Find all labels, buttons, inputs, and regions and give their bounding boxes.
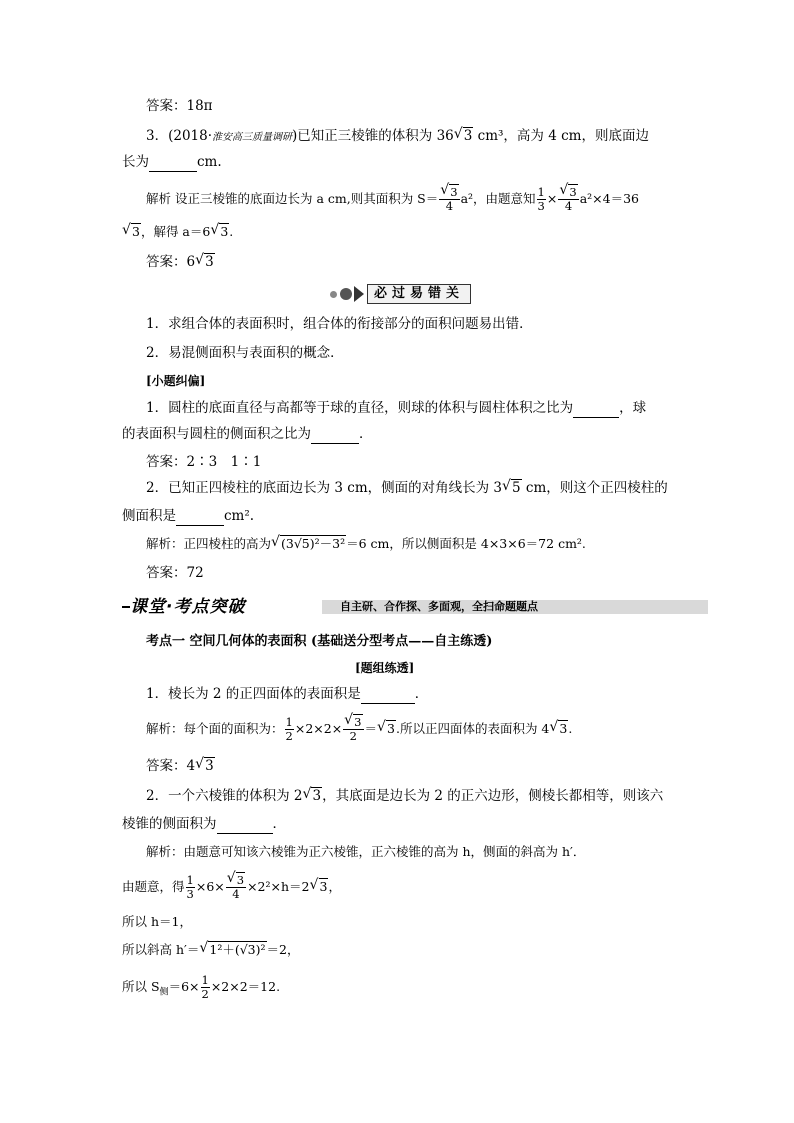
sqrt-expr (377, 719, 396, 739)
p2-text: cm². (224, 508, 255, 524)
t2-text: ，其底面是边长为 2 的正六边形，侧棱长都相等，则该六 (322, 788, 664, 804)
radicand: 3 (463, 128, 473, 144)
frac-den: 4 (445, 199, 454, 213)
t1-text-end: ． (414, 686, 429, 702)
sqrt-expr (559, 186, 577, 199)
practice-label (146, 371, 205, 391)
sol3-p2: a²，由题意知 (460, 191, 536, 206)
banner-line (122, 606, 130, 608)
sqrt-expr (227, 874, 245, 887)
sol-text: 解析：正四棱柱的高为 (146, 536, 272, 551)
task-2-line2 (122, 814, 286, 834)
answer-blank (217, 819, 273, 834)
fraction (201, 974, 210, 1001)
sol-text: 所以斜高 h′＝ (122, 942, 200, 957)
pitfall-text: 2．易混侧面积与表面积的概念． (146, 345, 344, 361)
answer-blank (361, 689, 415, 704)
answer-blank (573, 403, 619, 418)
sqrt-expr (549, 719, 568, 739)
answer-text: 答案：2∶3 1∶1 (146, 454, 262, 470)
group-label (355, 658, 414, 678)
radicand: 3 (220, 224, 229, 239)
fraction (537, 186, 546, 213)
radicand: 3 (450, 185, 458, 199)
frac-den: 3 (186, 887, 194, 901)
radicand: 3 (354, 715, 362, 729)
sol-text: ×6× (195, 879, 225, 894)
q3-prefix: 3．(2018· (146, 128, 213, 144)
task-1-question (146, 684, 428, 704)
radicand: 3 (312, 788, 322, 804)
sol-text: .所以正四面体的表面积为 4 (395, 721, 550, 736)
radicand: 1²＋(√3)² (209, 942, 266, 957)
sqrt-expr (210, 222, 229, 242)
sqrt-expr (440, 186, 458, 199)
task-2-solution-line4 (122, 940, 299, 960)
answer-blank (176, 511, 224, 526)
frac-num (226, 874, 246, 888)
sol-text: 解析：由题意可知该六棱锥为正六棱锥，正六棱锥的高为 h，侧面的斜高为 h′． (146, 844, 586, 859)
task-2-solution-line3 (122, 912, 192, 932)
question-3-line1 (146, 126, 649, 148)
sol-text: ×2×2＝12. (210, 979, 281, 994)
task-2-line1 (146, 786, 663, 806)
answer-line (146, 756, 215, 776)
sol3-p3: a²×4＝36 (579, 191, 639, 206)
p2-text: 2．已知正四棱柱的底面边长为 3 cm，侧面的对角线长为 3 (146, 480, 503, 496)
t2-text: 2．一个六棱锥的体积为 2 (146, 788, 303, 804)
t1-text: 1．棱长为 2 的正四面体的表面积是 (146, 686, 361, 702)
answer-text: 答案：72 (146, 565, 204, 581)
answer-line (146, 563, 204, 583)
sol-text: 所以 h＝1， (122, 914, 192, 929)
sqrt-expr (271, 534, 346, 554)
radicand: 3 (205, 758, 214, 774)
solution-3-line1: 解析 设正三棱锥的底面边长为 a cm,则其面积为 S＝ √ $\frac{3}{4}$ a²，由题意知 $\frac{1}{3}$ × √ $\frac{3}{4}$ a²×4＝36 (146, 186, 639, 213)
answer-blank (149, 157, 197, 172)
sqrt-expr (199, 940, 266, 960)
sqrt-expr (302, 786, 322, 806)
sqrt-expr (344, 716, 362, 729)
q3-line2-pre: 长为 (122, 154, 149, 170)
banner-subtitle: 自主研、合作探、多面观，全扫命题题点 (340, 600, 538, 613)
practice-2-line2 (122, 506, 254, 526)
p1-text: 1．圆柱的底面直径与高都等于球的直径，则球的体积与圆柱体积之比为 (146, 400, 574, 416)
pitfall-2 (146, 343, 344, 363)
practice-2-solution (146, 534, 586, 554)
radicand: 3 (319, 879, 328, 894)
sol-text: ， (328, 879, 341, 894)
fraction (343, 716, 363, 743)
task-1-solution (146, 716, 572, 743)
q3-source: 淮安高三质量调研 (212, 132, 293, 143)
fraction (439, 186, 459, 213)
frac-num (343, 716, 363, 730)
answer-text: 答案：6 (146, 254, 196, 270)
sol-text: ＝ (364, 721, 378, 736)
topic-heading (146, 632, 492, 652)
answer-text: 答案：4 (146, 758, 196, 774)
task-2-solution-line1 (146, 842, 585, 862)
section-header (330, 284, 471, 304)
task-2-solution-line2 (122, 874, 341, 901)
task-2-solution-line5 (122, 974, 280, 1003)
frac-den: 4 (564, 199, 573, 213)
section-banner (122, 596, 708, 618)
practice-2-line1 (146, 478, 668, 498)
sol3-p1: 解析 设正三棱锥的底面边长为 a cm,则其面积为 S＝ (146, 191, 439, 206)
topic-text: 考点一 空间几何体的表面积 (基础送分型考点——自主练透) (146, 634, 493, 649)
answer-line (146, 96, 213, 116)
radicand: (3√5)²－3² (281, 536, 346, 551)
frac-num: 1 (537, 185, 545, 199)
p2-text: 侧面积是 (122, 508, 176, 524)
answer-line (146, 252, 215, 272)
sol-text: 解析：每个面的面积为： (146, 721, 284, 736)
radicand: 3 (387, 721, 395, 736)
sol-text: ×2×2× (294, 721, 343, 736)
frac-den: 3 (537, 199, 545, 213)
frac-den: 4 (232, 887, 240, 901)
q3-mid: )已知正三棱锥的体积为 36 (292, 128, 454, 144)
banner-title: 课堂·考点突破 (130, 597, 246, 617)
frac-den: 2 (349, 729, 357, 743)
frac-num: 1 (186, 873, 194, 887)
radicand: 5 (512, 480, 521, 496)
answer-text: 答案：18π (146, 98, 213, 114)
p2-text: cm，则这个正四棱柱的 (521, 480, 668, 496)
sol-text: 由题意，得 (122, 879, 185, 894)
sol-text: . (568, 721, 573, 736)
sol3-line2-end: . (229, 224, 234, 239)
label-text: [小题纠偏] (146, 374, 206, 388)
t2-text: ． (272, 816, 286, 832)
section-title: 必过易错关 (367, 284, 471, 304)
arrow-icon (354, 286, 364, 302)
practice-1-line2 (122, 424, 373, 444)
frac-num (439, 186, 459, 200)
answer-blank (311, 429, 359, 444)
radicand: 3 (559, 721, 568, 736)
sol-text: 所以 S (122, 979, 160, 994)
pitfall-text: 1．求组合体的表面积时，组合体的衔接部分的面积问题易出错． (146, 316, 533, 332)
sqrt-expr (310, 877, 329, 897)
question-3-line2 (122, 152, 222, 172)
sqrt-expr (122, 222, 141, 242)
fraction (285, 716, 294, 743)
pitfall-1 (146, 314, 533, 334)
sqrt-expr (195, 756, 215, 776)
sqrt-expr (195, 252, 215, 272)
practice-1-line1 (146, 398, 646, 418)
fraction (186, 874, 195, 901)
p1-text: 的表面积与圆柱的侧面积之比为 (122, 426, 311, 442)
dot-icon (330, 291, 337, 298)
fraction (558, 186, 578, 213)
dot-icon (340, 288, 352, 300)
p1-text-end: ，球 (619, 400, 647, 416)
frac-num: 1 (285, 715, 293, 729)
q3-suffix: cm³，高为 4 cm，则底面边 (473, 128, 649, 144)
sol-text: ＝6× (168, 979, 200, 994)
q3-line2-post: cm. (197, 154, 222, 170)
radicand: 3 (205, 254, 214, 270)
label-text: [题组练透] (355, 661, 415, 675)
frac-num (558, 186, 578, 200)
t2-text: 棱锥的侧面积为 (122, 816, 217, 832)
radicand: 3 (236, 873, 245, 887)
sol-text: ＝6 cm，所以侧面积是 4×3×6＝72 cm². (346, 536, 586, 551)
sol-text: ×2²×h＝2 (247, 879, 310, 894)
sqrt-expr (454, 126, 474, 146)
p1-text-end: ． (359, 426, 373, 442)
sol3-line2-mid: ，解得 a＝6 (140, 224, 211, 239)
frac-den: 2 (285, 729, 293, 743)
frac-num: 1 (201, 973, 209, 987)
sqrt-expr (502, 478, 522, 498)
radicand: 3 (569, 185, 577, 199)
frac-den: 2 (201, 987, 209, 1001)
radicand: 3 (132, 224, 140, 239)
solution-3-line2 (122, 222, 233, 242)
fraction (226, 874, 246, 901)
subscript: 侧 (159, 987, 169, 998)
answer-line (146, 452, 261, 472)
sol-text: ＝2， (266, 942, 300, 957)
